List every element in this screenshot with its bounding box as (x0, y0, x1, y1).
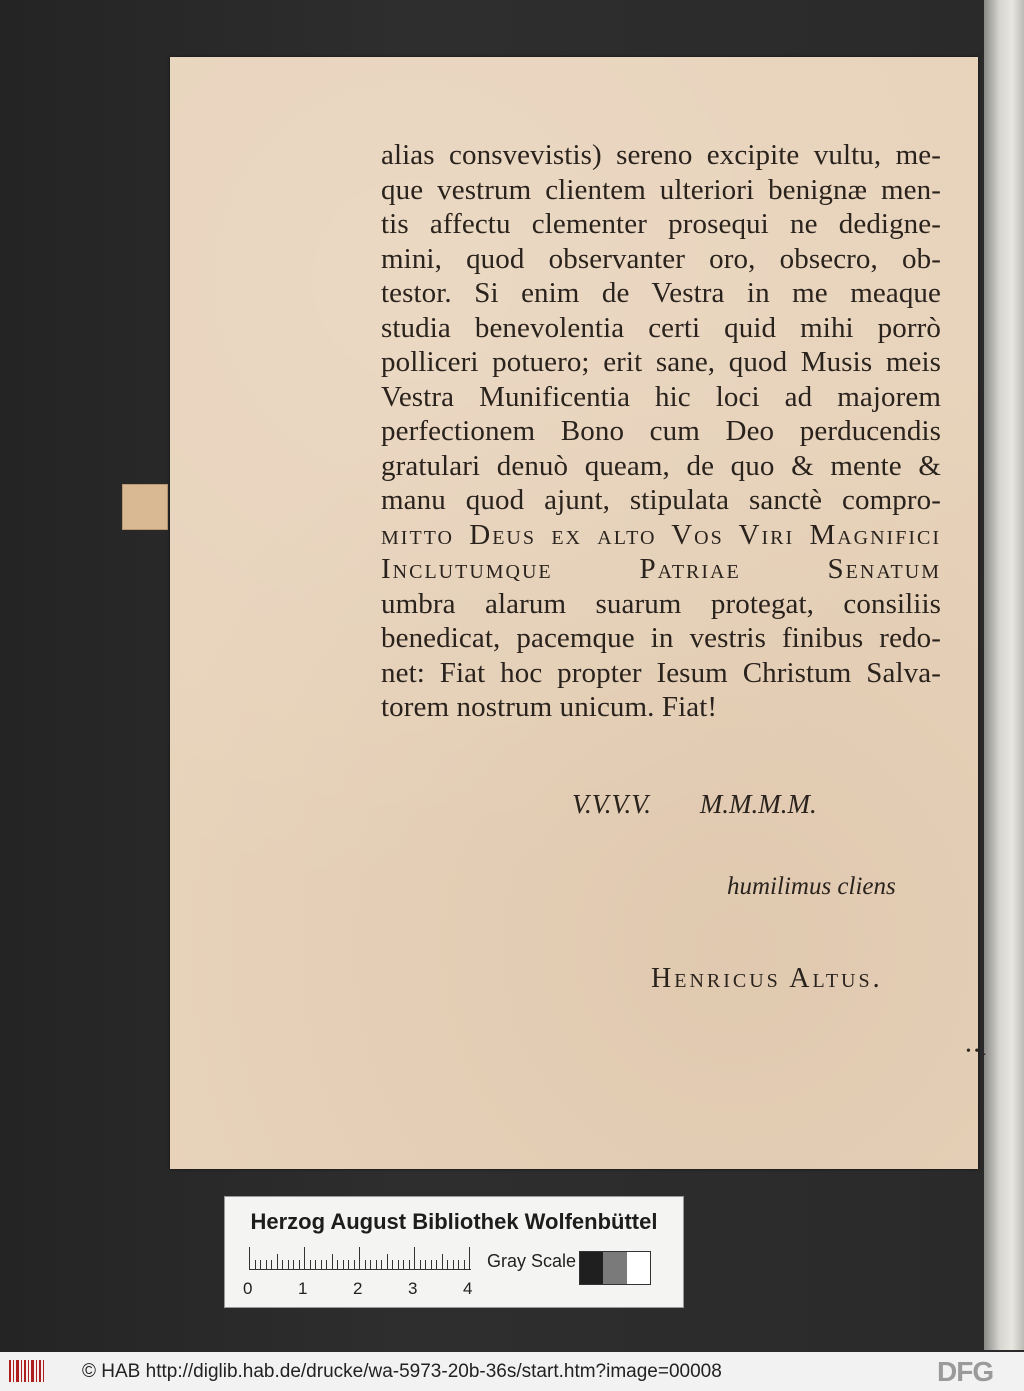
text-line: Vestra Munificentia hic loci ad majorem (381, 380, 941, 413)
scale-card (224, 1196, 684, 1308)
text-line: tis affectu clementer prosequi ne dedigne- (381, 208, 941, 240)
ruler-tick (403, 1260, 404, 1269)
ruler-number: 3 (408, 1279, 418, 1298)
paper-tab (122, 484, 168, 530)
text-line: Inclutumque Patriae Senatum (381, 553, 941, 585)
text-line: alias consvevistis) sereno excipite vultu, me- (381, 139, 941, 171)
gray-scale-label: Gray Scale (487, 1251, 577, 1271)
ruler-tick (392, 1260, 393, 1269)
copyright-url[interactable]: © HAB http://diglib.hab.de/drucke/wa-5973-20b-36s/start.htm?image=00008 (82, 1361, 722, 1382)
gray-swatch-light (627, 1252, 650, 1284)
footer-bar (0, 1352, 1024, 1391)
text-line: mitto Deus ex alto Vos Viri Magnifici (381, 518, 941, 551)
ruler-tick (447, 1260, 448, 1269)
ruler-tick (326, 1260, 327, 1269)
text-line: umbra alarum suarum protegat, consiliis (381, 587, 941, 620)
ruler-tick (387, 1254, 388, 1269)
ruler-tick (414, 1247, 415, 1269)
ruler-tick (442, 1254, 443, 1269)
gray-scale-swatches (579, 1251, 651, 1285)
ruler-tick (431, 1260, 432, 1269)
book-edge (984, 0, 1024, 1350)
ruler-tick (398, 1260, 399, 1269)
ruler-tick (299, 1260, 300, 1269)
ruler-tick (321, 1260, 322, 1269)
text-line: torem nostrum unicum. Fiat! (381, 691, 718, 723)
ruler-tick (332, 1254, 333, 1269)
closing-initials (572, 789, 837, 820)
ruler-tick (288, 1260, 289, 1269)
ruler-tick (337, 1260, 338, 1269)
ruler-tick (255, 1260, 256, 1269)
ruler-tick (409, 1260, 410, 1269)
gray-swatch-dark (580, 1252, 603, 1284)
gray-swatch-mid (603, 1252, 626, 1284)
text-line: testor. Si enim de Vestra in me meaque (381, 277, 941, 309)
ruler-tick (315, 1260, 316, 1269)
ruler-tick (304, 1247, 305, 1269)
ruler-tick (310, 1260, 311, 1269)
ruler-tick (469, 1247, 470, 1269)
text-line: que vestrum clientem ulteriori benignæ men- (381, 173, 941, 206)
library-title: Herzog August Bibliothek Wolfenbüttel (250, 1209, 658, 1234)
ruler-tick (453, 1260, 454, 1269)
ruler-number: 4 (463, 1279, 473, 1298)
ruler-tick (425, 1260, 426, 1269)
closing-phrase: humilimus cliens (727, 873, 896, 900)
ruler-tick (282, 1260, 283, 1269)
ruler-tick (348, 1260, 349, 1269)
text-line: manu quod ajunt, stipulata sanctè compro- (381, 484, 941, 516)
page-marks: • • . (966, 1044, 987, 1059)
text-line: benedicat, pacemque in vestris finibus redo- (381, 622, 941, 654)
text-line: net: Fiat hoc propter Iesum Christum Salva- (381, 656, 941, 689)
ruler-tick (260, 1260, 261, 1269)
author-signature: Henricus Altus. (651, 963, 883, 994)
text-line: studia benevolentia certi quid mihi porrò (381, 311, 941, 344)
ruler-tick (381, 1260, 382, 1269)
ruler-tick (271, 1260, 272, 1269)
ruler-tick (458, 1260, 459, 1269)
initials-right: M.M.M.M. (699, 789, 817, 819)
ruler-tick (277, 1254, 278, 1269)
text-line: gratulari denuò queam, de quo & mente & (381, 449, 941, 482)
ruler-tick (266, 1260, 267, 1269)
text-line: polliceri potuero; erit sane, quod Musis meis (381, 346, 941, 378)
text-line: mini, quod observanter oro, obsecro, ob- (381, 242, 941, 275)
ruler-tick (293, 1260, 294, 1269)
dfg-logo: DFG (937, 1356, 994, 1387)
ruler-tick (420, 1260, 421, 1269)
ruler-number: 1 (298, 1279, 308, 1298)
ruler-tick (464, 1260, 465, 1269)
text-line: perfectionem Bono cum Deo perducendis (381, 415, 941, 447)
initials-left: V.V.V.V. (572, 789, 652, 819)
ruler-tick (376, 1260, 377, 1269)
ruler-tick (354, 1260, 355, 1269)
barcode-icon (8, 1358, 46, 1384)
ruler (249, 1247, 471, 1270)
ruler-tick (249, 1247, 250, 1269)
ruler-tick (359, 1247, 360, 1269)
ruler-number: 0 (243, 1279, 253, 1298)
ruler-number: 2 (353, 1279, 363, 1298)
ruler-tick (343, 1260, 344, 1269)
page-text (381, 138, 941, 725)
ruler-tick (370, 1260, 371, 1269)
ruler-tick (365, 1260, 366, 1269)
ruler-tick (436, 1260, 437, 1269)
